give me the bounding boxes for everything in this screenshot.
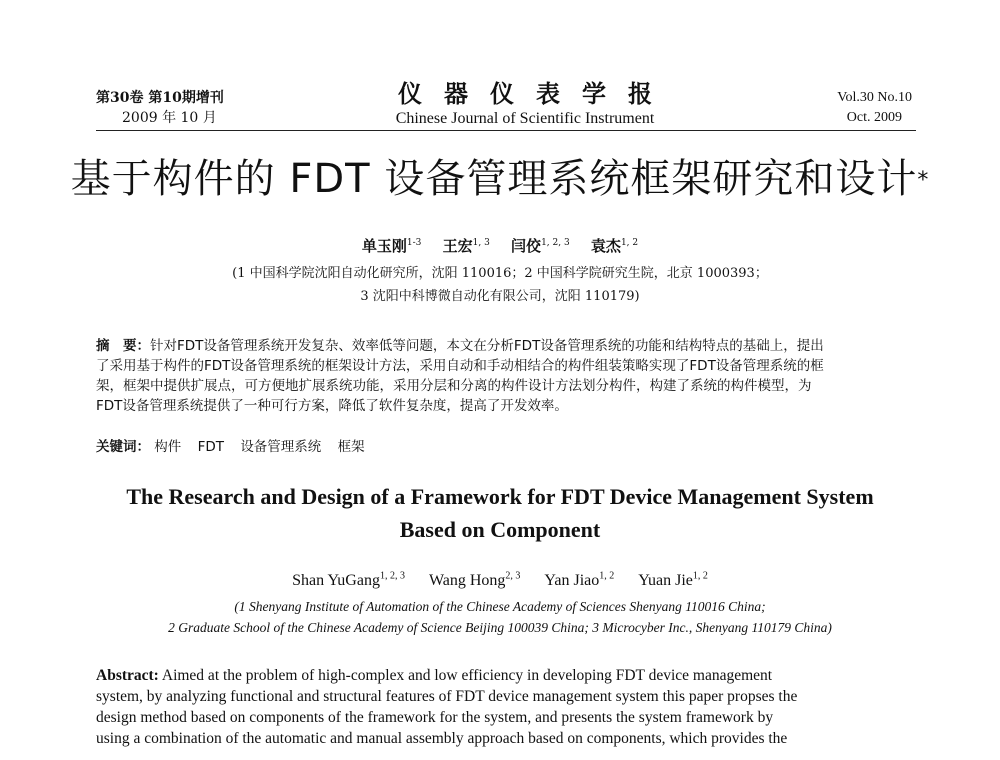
author-en: Yuan Jie$^{1, 2}$ <box>638 571 708 590</box>
keywords-cn-label: 关键词： <box>96 439 150 455</box>
abstract-cn-line: 架，框架中提供扩展点，可方便地扩展系统功能，采用分层和分离的构件设计方法划分构件，构建了系统的构件模型，为 <box>96 378 812 394</box>
issue-date-cn: 2009 年 10 月 <box>122 110 217 126</box>
author-en: Shan YuGang$^{1, 2, 3}$ <box>292 571 405 590</box>
abstract-en-line: Abstract: Aimed at the problem of high-complex and low efficiency in developing FDT device management <box>96 667 773 684</box>
keywords-cn <box>96 437 377 457</box>
issue-date-en: Oct. 2009 <box>846 110 902 125</box>
affiliation-cn-line: (1 中国科学院沈阳自动化研究所，沈阳 110016；2 中国科学院研究生院，北京 1000393； <box>232 266 768 281</box>
author-en: Yan Jiao$^{1, 2}$ <box>544 571 615 590</box>
keyword-cn: 设备管理系统 <box>240 439 322 455</box>
paper-title-cn <box>60 152 940 206</box>
title-footnote-mark: * <box>917 168 930 193</box>
affiliation-en-line: (1 Shenyang Institute of Automation of the Chinese Academy of Sciences Shenyang 110016 China; <box>234 599 766 614</box>
abstract-cn-line: 摘 要：针对FDT设备管理系统开发复杂、效率低等问题，本文在分析FDT设备管理系统的功能和结构特点的基础上，提出 <box>96 338 824 354</box>
paper-title-en-line: The Research and Design of a Framework for FDT Device Management System <box>126 484 874 509</box>
affiliation-cn <box>120 262 880 308</box>
affiliation-en <box>80 596 920 638</box>
paper-title-en-line: Based on Component <box>399 517 601 542</box>
volume-issue-en: Vol.30 No.10 <box>837 90 912 105</box>
abstract-en-line: using a combination of the automatic and manual assembly approach based on components, which provides the <box>96 730 788 747</box>
abstract-cn-line: 了采用基于构件的FDT设备管理系统的框架设计方法，采用自动和手动相结合的构件组装策略实现了FDT设备管理系统的框 <box>96 358 824 374</box>
journal-volume-info <box>96 88 224 128</box>
abstract-en <box>96 665 916 749</box>
journal-volume-info-en <box>837 88 912 128</box>
abstract-en-line: system, by analyzing functional and structural features of FDT device management system this paper propses the <box>96 688 798 705</box>
journal-name <box>360 80 690 130</box>
affiliation-en-line: 2 Graduate School of the Chinese Academy of Science Beijing 100039 China; 3 Microcyber Inc., Shenyang 110179 China) <box>168 620 832 635</box>
author-cn: 王宏$^{1, 3}$ <box>442 237 490 255</box>
abstract-cn-line: FDT设备管理系统提供了一种可行方案，降低了软件复杂度，提高了开发效率。 <box>96 398 568 414</box>
abstract-en-line: design method based on components of the framework for the system, and presents the system framework by <box>96 709 774 726</box>
author-cn: 闫佼$^{1, 2, 3}$ <box>511 237 570 255</box>
journal-name-en: Chinese Journal of Scientific Instrument <box>395 110 655 127</box>
keyword-cn: 构件 <box>154 439 182 455</box>
paper-title-cn-text: 基于构件的 FDT 设备管理系统框架研究和设计 <box>70 156 918 202</box>
author-cn: 单玉刚$^{1-3}$ <box>361 237 422 255</box>
author-list-en <box>150 566 850 592</box>
affiliation-cn-line: 3 沈阳中科博微自动化有限公司，沈阳 110179) <box>360 289 640 304</box>
author-cn: 袁杰$^{1, 2}$ <box>590 237 639 255</box>
author-en: Wang Hong$^{2, 3}$ <box>428 571 521 590</box>
abstract-en-label: Abstract: <box>96 667 159 684</box>
keyword-cn: 框架 <box>337 439 365 455</box>
header-divider <box>96 130 916 131</box>
volume-issue: 第30卷 第10期增刊 <box>96 90 224 106</box>
abstract-cn-label: 摘 要： <box>96 338 150 354</box>
journal-name-cn: 仪器仪表学报 <box>398 79 674 108</box>
author-list-cn <box>200 232 800 257</box>
keyword-cn: FDT <box>197 439 225 455</box>
abstract-cn <box>96 336 916 416</box>
paper-title-en <box>80 480 920 546</box>
